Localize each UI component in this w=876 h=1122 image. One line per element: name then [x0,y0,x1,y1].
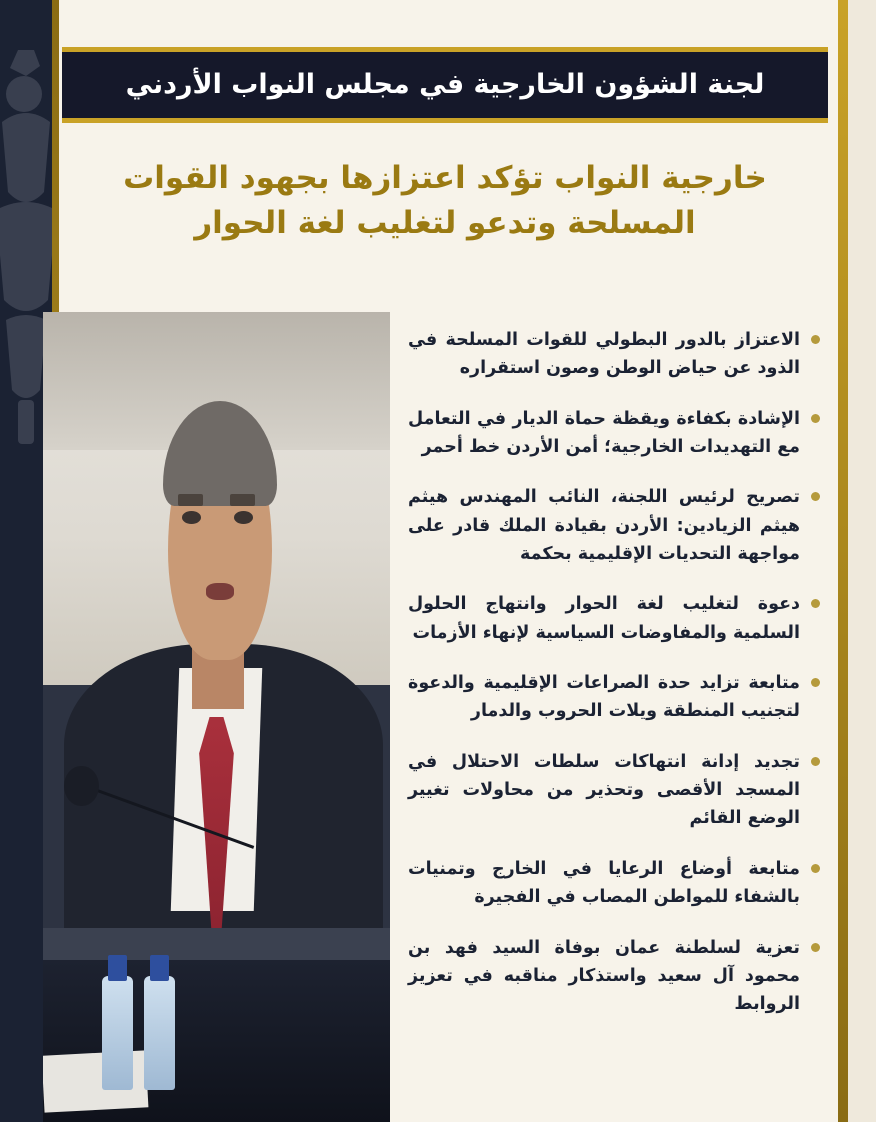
list-item [408,326,820,383]
list-item-text: متابعة تزايد حدة الصراعات الإقليمية والدعوة لتجنيب المنطقة ويلات الحروب والدمار [408,673,800,722]
list-item [408,748,820,833]
photo-mouth [206,583,234,599]
bullet-dot-icon [811,864,820,873]
list-item-text: دعوة لتغليب لغة الحوار وانتهاج الحلول السلمية والمفاوضات السياسية لإنهاء الأزمات [408,594,800,643]
water-bottle-2 [144,976,175,1089]
list-item [408,483,820,568]
list-item [408,855,820,912]
bullet-dot-icon [811,414,820,423]
water-bottle-1 [102,976,133,1089]
header-banner [62,52,828,118]
microphone-head [64,766,99,807]
page-title: خارجية النواب تؤكد اعتزازها بجهود القوات المسلحة وتدعو لتغليب لغة الحوار [123,160,767,241]
bullet-dot-icon [811,335,820,344]
right-gold-rule [838,0,848,1122]
list-item [408,405,820,462]
photo-eyebrow-left [178,494,202,505]
bullet-dot-icon [811,678,820,687]
banner-top-gold-line [62,47,828,52]
speaker-photo [43,312,390,1122]
photo-content [43,312,390,1122]
bullet-dot-icon [811,492,820,501]
list-item-text: الاعتزاز بالدور البطولي للقوات المسلحة في الذود عن حياض الوطن وصون استقراره [408,330,800,379]
list-item [408,590,820,647]
right-edge-strip [848,0,876,1122]
bullet-dot-icon [811,757,820,766]
headline-container [62,150,828,260]
banner-bottom-gold-line [62,118,828,123]
list-item-text: متابعة أوضاع الرعايا في الخارج وتمنيات بالشفاء للمواطن المصاب في الفجيرة [408,858,800,908]
photo-eye-left [182,511,201,524]
list-item-text: تصريح لرئيس اللجنة، النائب المهندس هيثم هيثم الزيادين: الأردن بقيادة الملك قادر على مواجهة التحديات الإقليمية بحكمة [408,487,800,565]
water-bottle-cap-1 [108,955,127,981]
photo-eyebrow-right [230,494,254,505]
bullet-dot-icon [811,943,820,952]
list-item-text: تجديد إدانة انتهاكات سلطات الاحتلال في المسجد الأقصى وتحذير من محاولات تغيير الوضع القائم [408,751,800,829]
list-item [408,934,820,1019]
photo-table-edge [43,928,390,960]
water-bottle-cap-2 [150,955,169,981]
bullet-dot-icon [811,599,820,608]
list-item-text: الإشادة بكفاءة ويقظة حماة الديار في التعامل مع التهديدات الخارجية؛ أمن الأردن خط أحمر [408,408,800,458]
bullet-list [408,326,820,1041]
committee-name: لجنة الشؤون الخارجية في مجلس النواب الأردني [125,68,765,100]
list-item-text: تعزية لسلطنة عمان بوفاة السيد فهد بن محمود آل سعيد واستذكار مناقبه في تعزيز الروابط [408,937,800,1015]
list-item [408,669,820,726]
